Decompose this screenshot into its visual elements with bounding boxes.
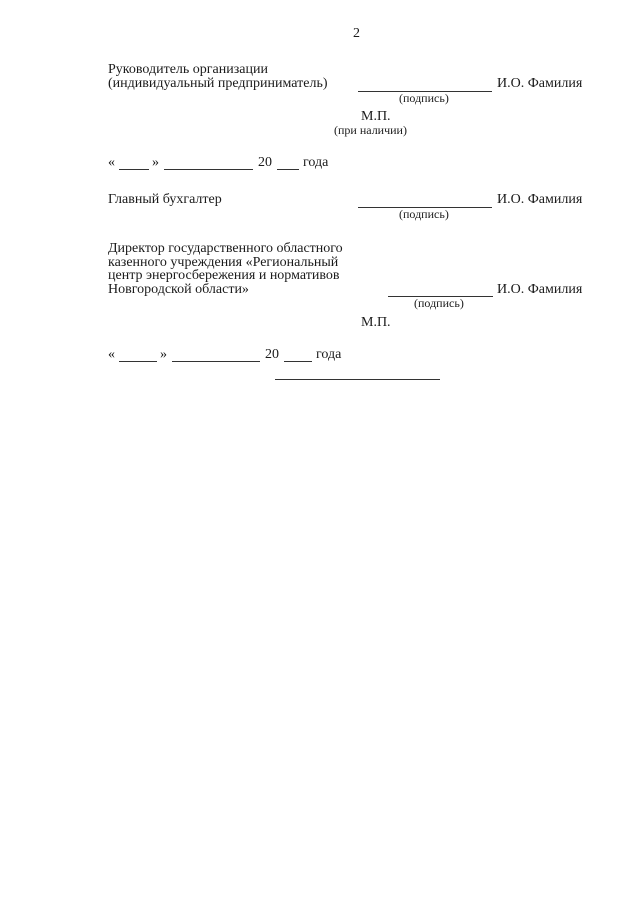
date2-year-blank xyxy=(284,361,312,362)
date2-open-quote: « xyxy=(108,347,115,362)
director-stamp: М.П. xyxy=(361,315,391,330)
date1-open-quote: « xyxy=(108,155,115,170)
date2-month-blank xyxy=(172,361,260,362)
head-stamp: М.П. xyxy=(361,109,391,124)
date2-year-prefix: 20 xyxy=(265,347,279,362)
date2-year-suffix: года xyxy=(316,347,342,362)
director-title-line-1: Директор государственного областного xyxy=(108,241,343,256)
accountant-title: Главный бухгалтер xyxy=(108,192,222,207)
date2-close-quote: » xyxy=(160,347,167,362)
closing-separator-line xyxy=(275,379,440,380)
head-title-line-2: (индивидуальный предприниматель) xyxy=(108,76,328,91)
date1-year-suffix: года xyxy=(303,155,329,170)
date1-month-blank xyxy=(164,169,253,170)
date1-close-quote: » xyxy=(152,155,159,170)
date1-year-prefix: 20 xyxy=(258,155,272,170)
director-name: И.О. Фамилия xyxy=(497,282,583,297)
head-stamp-note: (при наличии) xyxy=(334,123,407,137)
date1-year-blank xyxy=(277,169,299,170)
director-title-line-4: Новгородской области» xyxy=(108,282,249,297)
director-signature-caption: (подпись) xyxy=(414,296,464,310)
date2-day-blank xyxy=(119,361,157,362)
head-name: И.О. Фамилия xyxy=(497,76,583,91)
date1-day-blank xyxy=(119,169,149,170)
accountant-name: И.О. Фамилия xyxy=(497,192,583,207)
head-signature-caption: (подпись) xyxy=(399,91,449,105)
head-title-line-1: Руководитель организации xyxy=(108,62,268,77)
director-title-line-3: центр энергосбережения и нормативов xyxy=(108,268,340,283)
director-title-line-2: казенного учреждения «Региональный xyxy=(108,255,339,270)
accountant-signature-caption: (подпись) xyxy=(399,207,449,221)
page-number: 2 xyxy=(353,26,360,41)
